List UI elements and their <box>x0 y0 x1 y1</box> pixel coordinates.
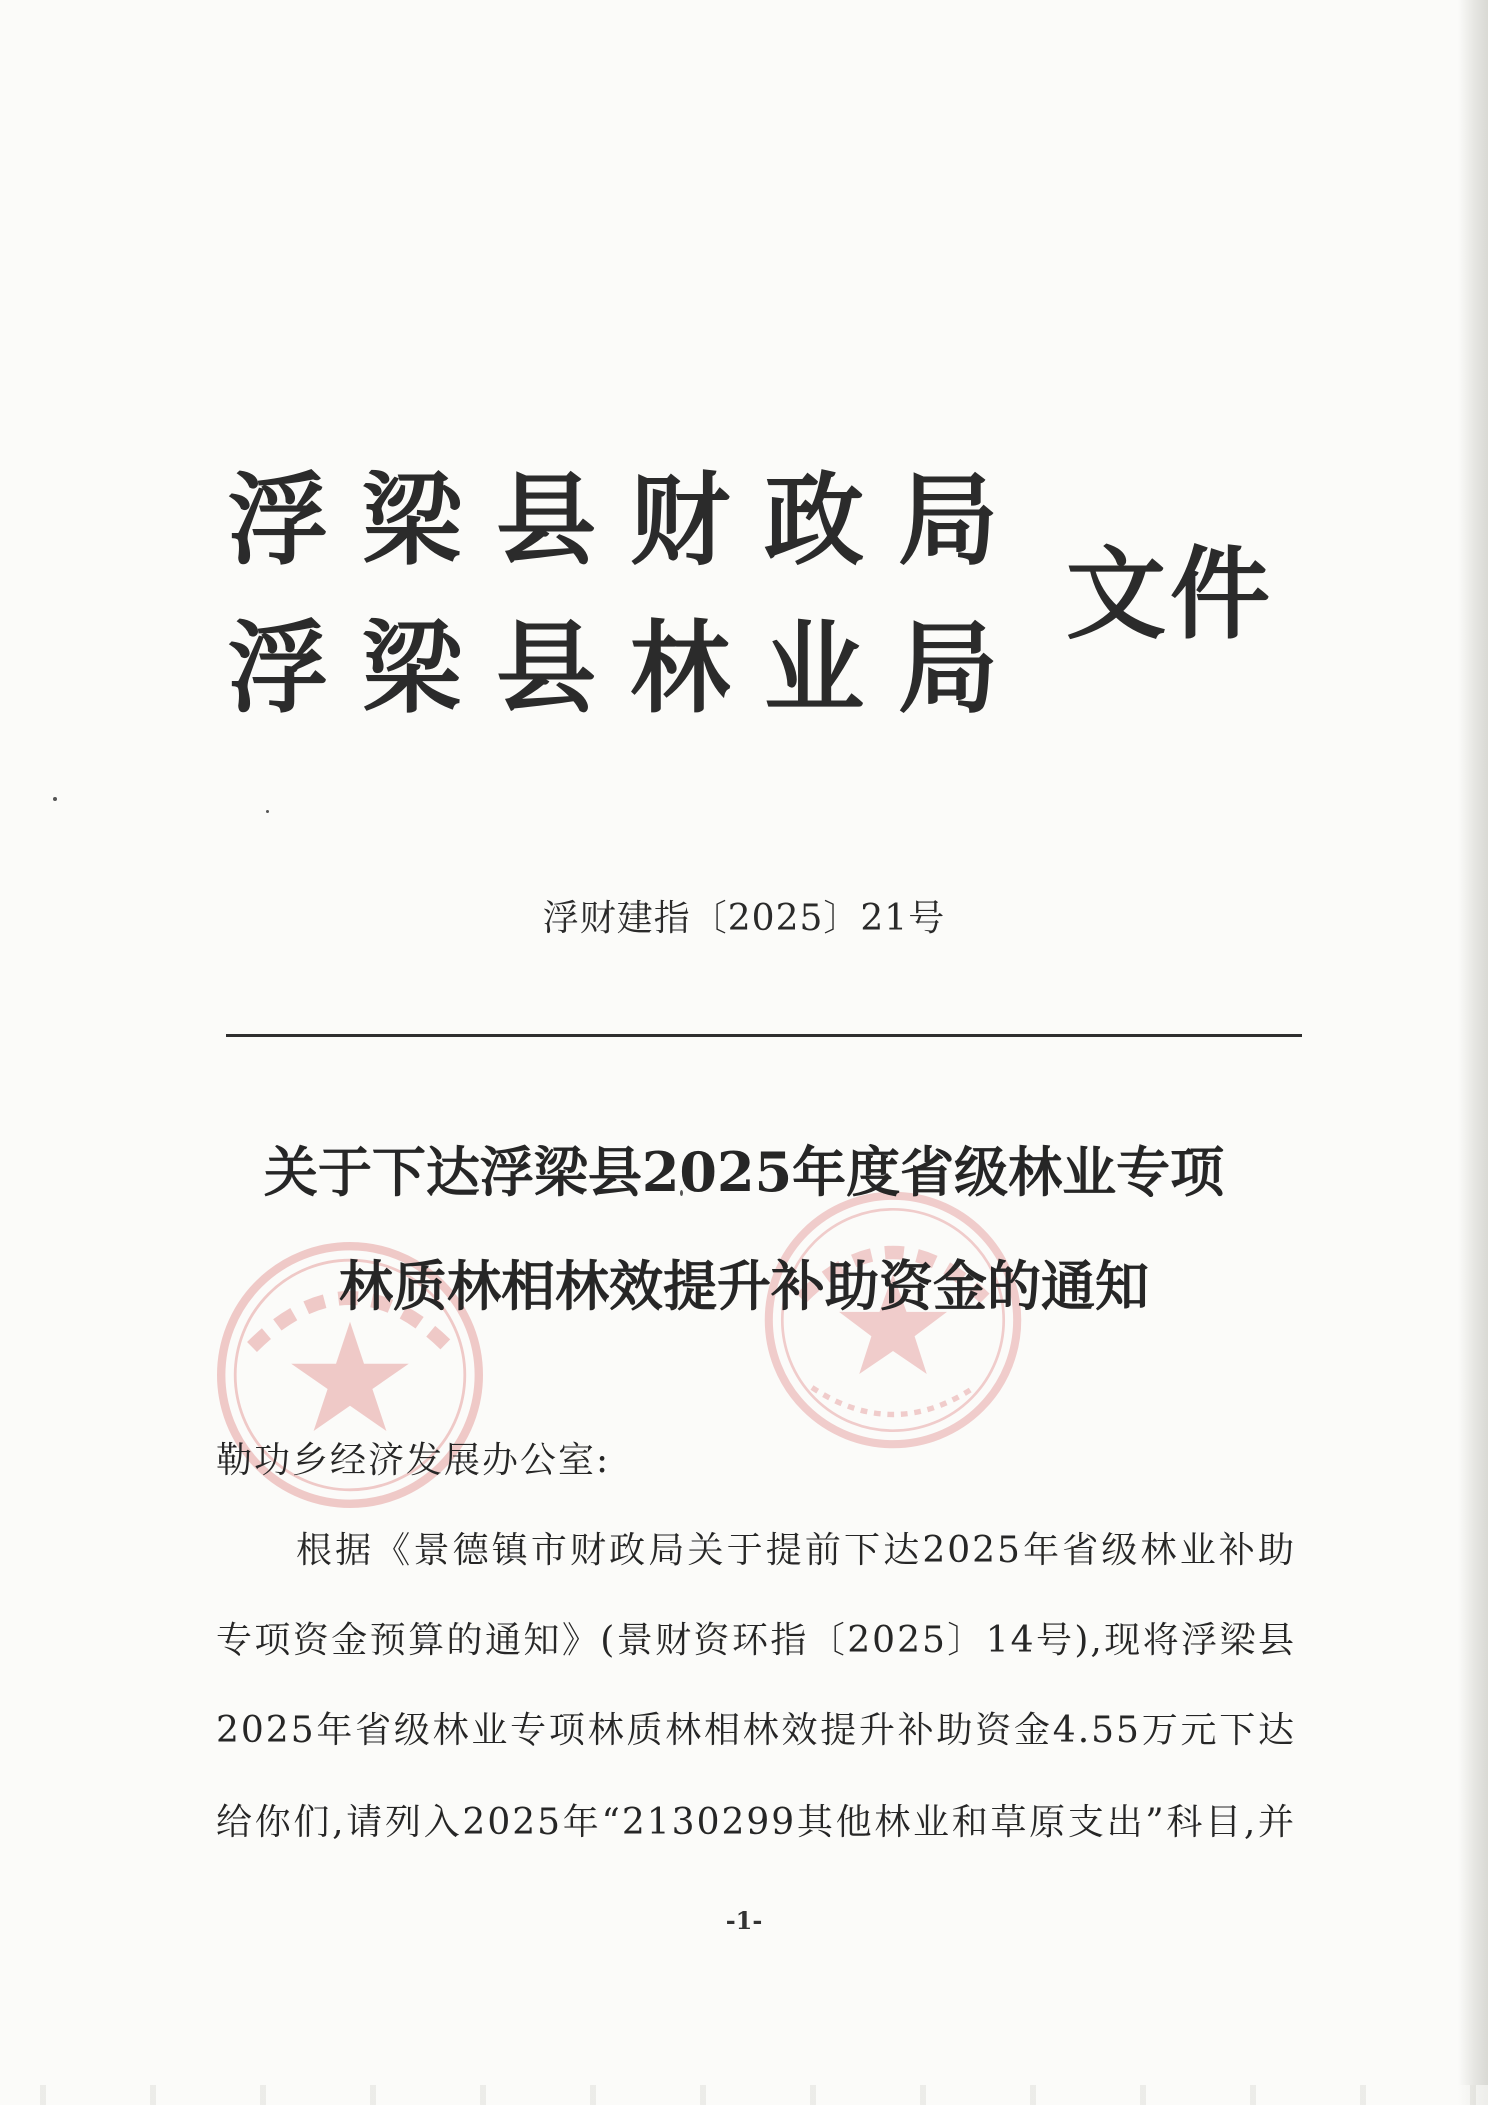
document-type-label: 文件 <box>1066 536 1274 653</box>
scan-speck <box>53 797 57 801</box>
body-paragraph-line: 给你们,请列入2025年“2130299其他林业和草原支出”科目,并 <box>216 1802 1296 1843</box>
notice-title-line-1: 关于下达浮梁县2025年度省级林业专项 <box>263 1140 1225 1204</box>
body-paragraph-line: 根据《景德镇市财政局关于提前下达2025年省级林业补助 <box>296 1530 1296 1571</box>
header-divider <box>226 1034 1302 1037</box>
issuer-name-forestry: 浮梁县林业局 <box>228 610 1032 727</box>
scan-bottom-noise <box>0 2085 1488 2105</box>
scan-speck <box>266 810 269 813</box>
document-header <box>228 440 1288 740</box>
notice-title-line-2: 林质林相林效提升补助资金的通知 <box>339 1254 1149 1318</box>
issuer-name-finance: 浮梁县财政局 <box>228 462 1032 579</box>
body-paragraph-line: 专项资金预算的通知》(景财资环指〔2025〕14号),现将浮梁县 <box>216 1620 1296 1661</box>
page-number: -1- <box>725 1906 763 1935</box>
document-number: 浮财建指〔2025〕21号 <box>542 898 946 939</box>
scan-page-edge <box>1458 0 1488 2105</box>
body-paragraph-line: 2025年省级林业专项林质林相林效提升补助资金4.55万元下达 <box>216 1710 1296 1751</box>
recipient-salutation: 勒功乡经济发展办公室: <box>216 1440 611 1481</box>
